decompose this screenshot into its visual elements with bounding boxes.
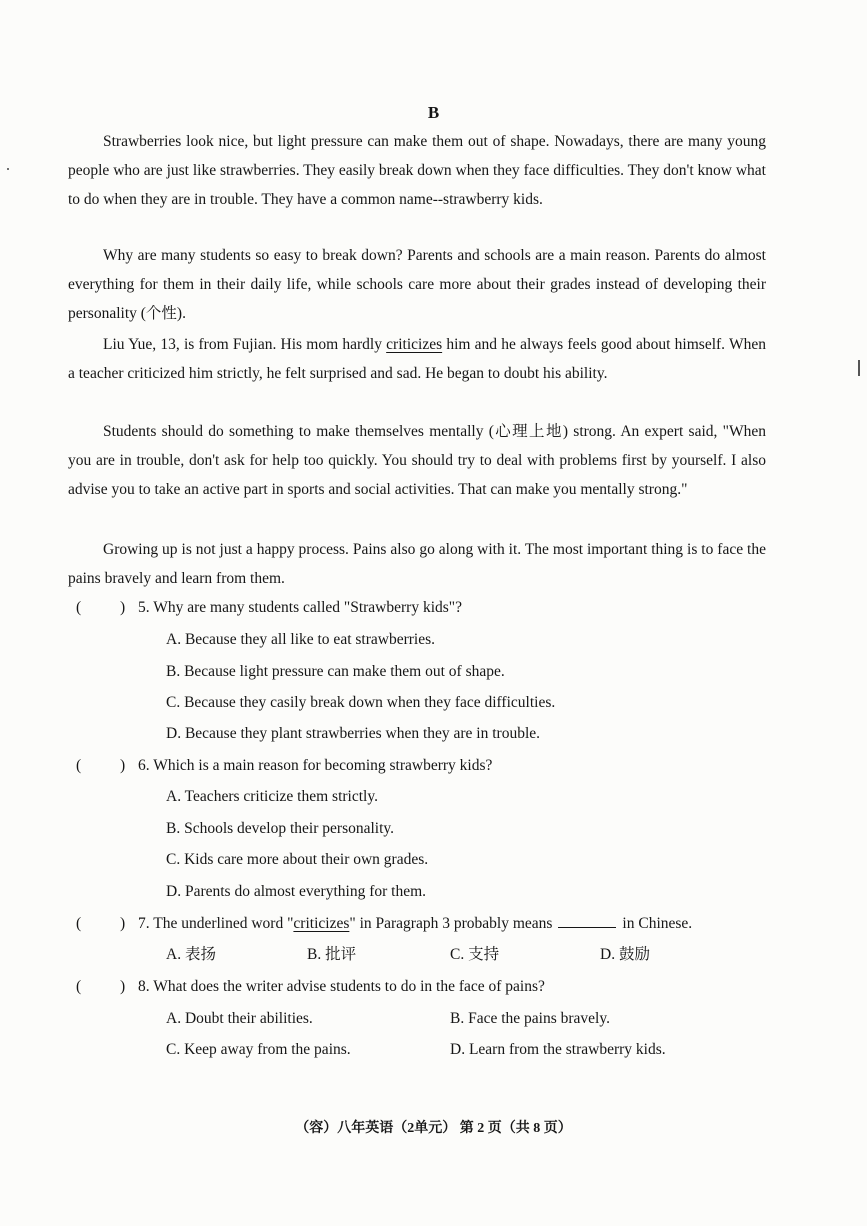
scan-speck: [7, 168, 9, 170]
answer-bracket-close: ): [120, 978, 126, 995]
underlined-word: criticizes: [293, 915, 350, 932]
answer-bracket-close: ): [120, 915, 126, 932]
paragraph-3: [68, 331, 766, 389]
answer-bracket-open: (: [76, 599, 82, 616]
q6-option-b: B. Schools develop their personality.: [166, 820, 395, 837]
underlined-word: criticizes: [386, 336, 443, 353]
scan-mark: [858, 360, 860, 376]
q8-option-a: A. Doubt their abilities.: [166, 1010, 313, 1027]
answer-blank: [558, 913, 616, 928]
question-text: 6. Which is a main reason for becoming strawberry kids?: [138, 757, 493, 774]
q6-option-c: C. Kids care more about their own grades.: [166, 851, 429, 868]
paragraph-2: Why are many students so easy to break down? Parents and schools are a main reason. Parents do almost everything for them in their daily life, while schools care more about their grades instead of developing their personality (个性).: [68, 247, 766, 322]
question-8: [68, 972, 766, 1002]
question-6: [68, 751, 766, 781]
question-text: 8. What does the writer advise students to do in the face of pains?: [138, 978, 545, 995]
q6-option-d: D. Parents do almost everything for them.: [166, 883, 427, 900]
q7-option-c: C. 支持: [450, 946, 500, 963]
q7-option-a: A. 表扬: [166, 946, 216, 963]
answer-bracket-close: ): [120, 757, 126, 774]
q7-option-d: D. 鼓励: [600, 946, 650, 963]
question-text: 7. The underlined word "criticizes" in Paragraph 3 probably means in Chinese.: [138, 915, 693, 932]
question-5: [68, 593, 766, 623]
q5-option-c: C. Because they casily break down when they face difficulties.: [166, 694, 556, 711]
paragraph-3-end: him and he always feels good about himself. When a teacher criticized him strictly, he felt surprised and sad. He began to doubt his ability.: [68, 336, 766, 382]
answer-bracket-open: (: [76, 915, 82, 932]
q8-option-c: C. Keep away from the pains.: [166, 1041, 351, 1058]
question-text: 5. Why are many students called "Strawberry kids"?: [138, 599, 463, 616]
paragraph-1: Strawberries look nice, but light pressure can make them out of shape. Nowadays, there are many young people who are just like strawberries. They easily break down when they face difficulties. They don't know what to do when they are in trouble. They have a common name--strawberry kids.: [68, 133, 766, 208]
paragraph-5: Growing up is not just a happy process. Pains also go along with it. The most important thing is to face the pains bravely and learn from them.: [68, 541, 766, 587]
q8-option-b: B. Face the pains bravely.: [450, 1010, 610, 1027]
section-title: B: [427, 103, 440, 122]
page-footer: （容）八年英语（2单元） 第 2 页（共 8 页）: [295, 1121, 572, 1136]
q5-option-b: B. Because light pressure can make them out of shape.: [166, 663, 505, 680]
paragraph-4: Students should do something to make themselves mentally (心理上地) strong. An expert said, "When you are in trouble, don't ask for help too quickly. You should try to deal with problems first by yourself. I also advise you to take an active part in sports and social activities. That can make you mentally strong.": [68, 423, 766, 498]
q8-option-d: D. Learn from the strawberry kids.: [450, 1041, 666, 1058]
q5-option-d: D. Because they plant strawberries when they are in trouble.: [166, 725, 541, 742]
answer-bracket-close: ): [120, 599, 126, 616]
paragraph-3-start: Liu Yue, 13, is from Fujian. His mom hardly: [103, 336, 387, 353]
answer-bracket-open: (: [76, 978, 82, 995]
q6-option-a: A. Teachers criticize them strictly.: [166, 788, 378, 805]
question-7: [68, 909, 766, 939]
q5-option-a: A. Because they all like to eat strawberries.: [166, 631, 435, 648]
q7-option-b: B. 批评: [307, 946, 357, 963]
answer-bracket-open: (: [76, 757, 82, 774]
